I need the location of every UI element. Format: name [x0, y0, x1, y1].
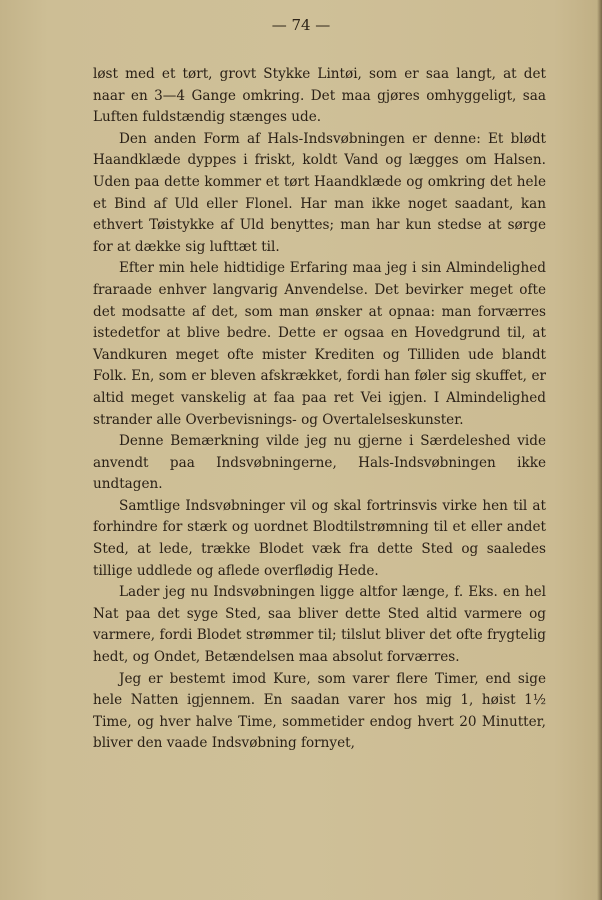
page-number: — 74 — [271, 16, 331, 34]
paragraph: Samtlige Indsvøbninger vil og skal fortrinsvis virke hen til at forhindre for stærk og uordnet Blodtilstrømning til et eller andet Sted, at lede, trække Blodet væk fra dette Sted og saaledes tillige uddlede og aflede overflødig Hede. [93, 497, 546, 579]
page-spine-edge [597, 0, 602, 900]
paragraph: Efter min hele hidtidige Erfaring maa jeg i sin Almindelighed fraraade enhver langvarig Anvendelse. Det bevirker meget ofte det modsatte af det, som man ønsker at opnaa: man forværres istedetfor at blive bedre. Dette er ogsaa en Hovedgrund til, at Vandkuren meget ofte mister Krediten og Tilliden ude blandt Folk. En, som er bleven afskrækket, fordi han føler sig skuffet, er altid meget vanskelig at faa paa ret Vei igjen. I Almindelighed strander alle Overbevisnings- og Overtalelseskunster. [93, 260, 546, 428]
paragraph: Lader jeg nu Indsvøbningen ligge altfor længe, f. Eks. en hel Nat paa det syge Sted, saa bliver dette Sted altid varmere og varmere, fordi Blodet strømmer til; tilslut bliver det ofte frygtelig hedt, og Ondet, Betændelsen maa absolut forværres. [93, 584, 546, 666]
paragraph: Jeg er bestemt imod Kure, som varer flere Timer, end sige hele Natten igjennem. En saadan varer hos mig 1, høist 1½ Time, og hver halve Time, sommetider endog hvert 20 Minutter, bliver den vaade Indsvøbning fornyet, [93, 670, 546, 752]
paragraph: Denne Bemærkning vilde jeg nu gjerne i Særdeleshed vide anvendt paa Indsvøbningerne, Hals-Indsvøbningen ikke undtagen. [93, 433, 546, 493]
paragraph: løst med et tørt, grovt Stykke Lintøi, som er saa langt, at det naar en 3—4 Gange omkring. Det maa gjøres omhyggeligt, saa Luften fuldstændig stænges ude. [93, 66, 546, 126]
paragraph: Den anden Form af Hals-Indsvøbningen er denne: Et blødt Haandklæde dyppes i friskt, koldt Vand og lægges om Halsen. Uden paa dette kommer et tørt Haandklæde og omkring det hele et Bind af Uld eller Flonel. Har man ikke noget saadant, kan ethvert Tøistykke af Uld benyttes; man har kun stedse at sørge for at dække sig lufttæt til. [93, 130, 546, 255]
page-body-text [93, 64, 546, 755]
